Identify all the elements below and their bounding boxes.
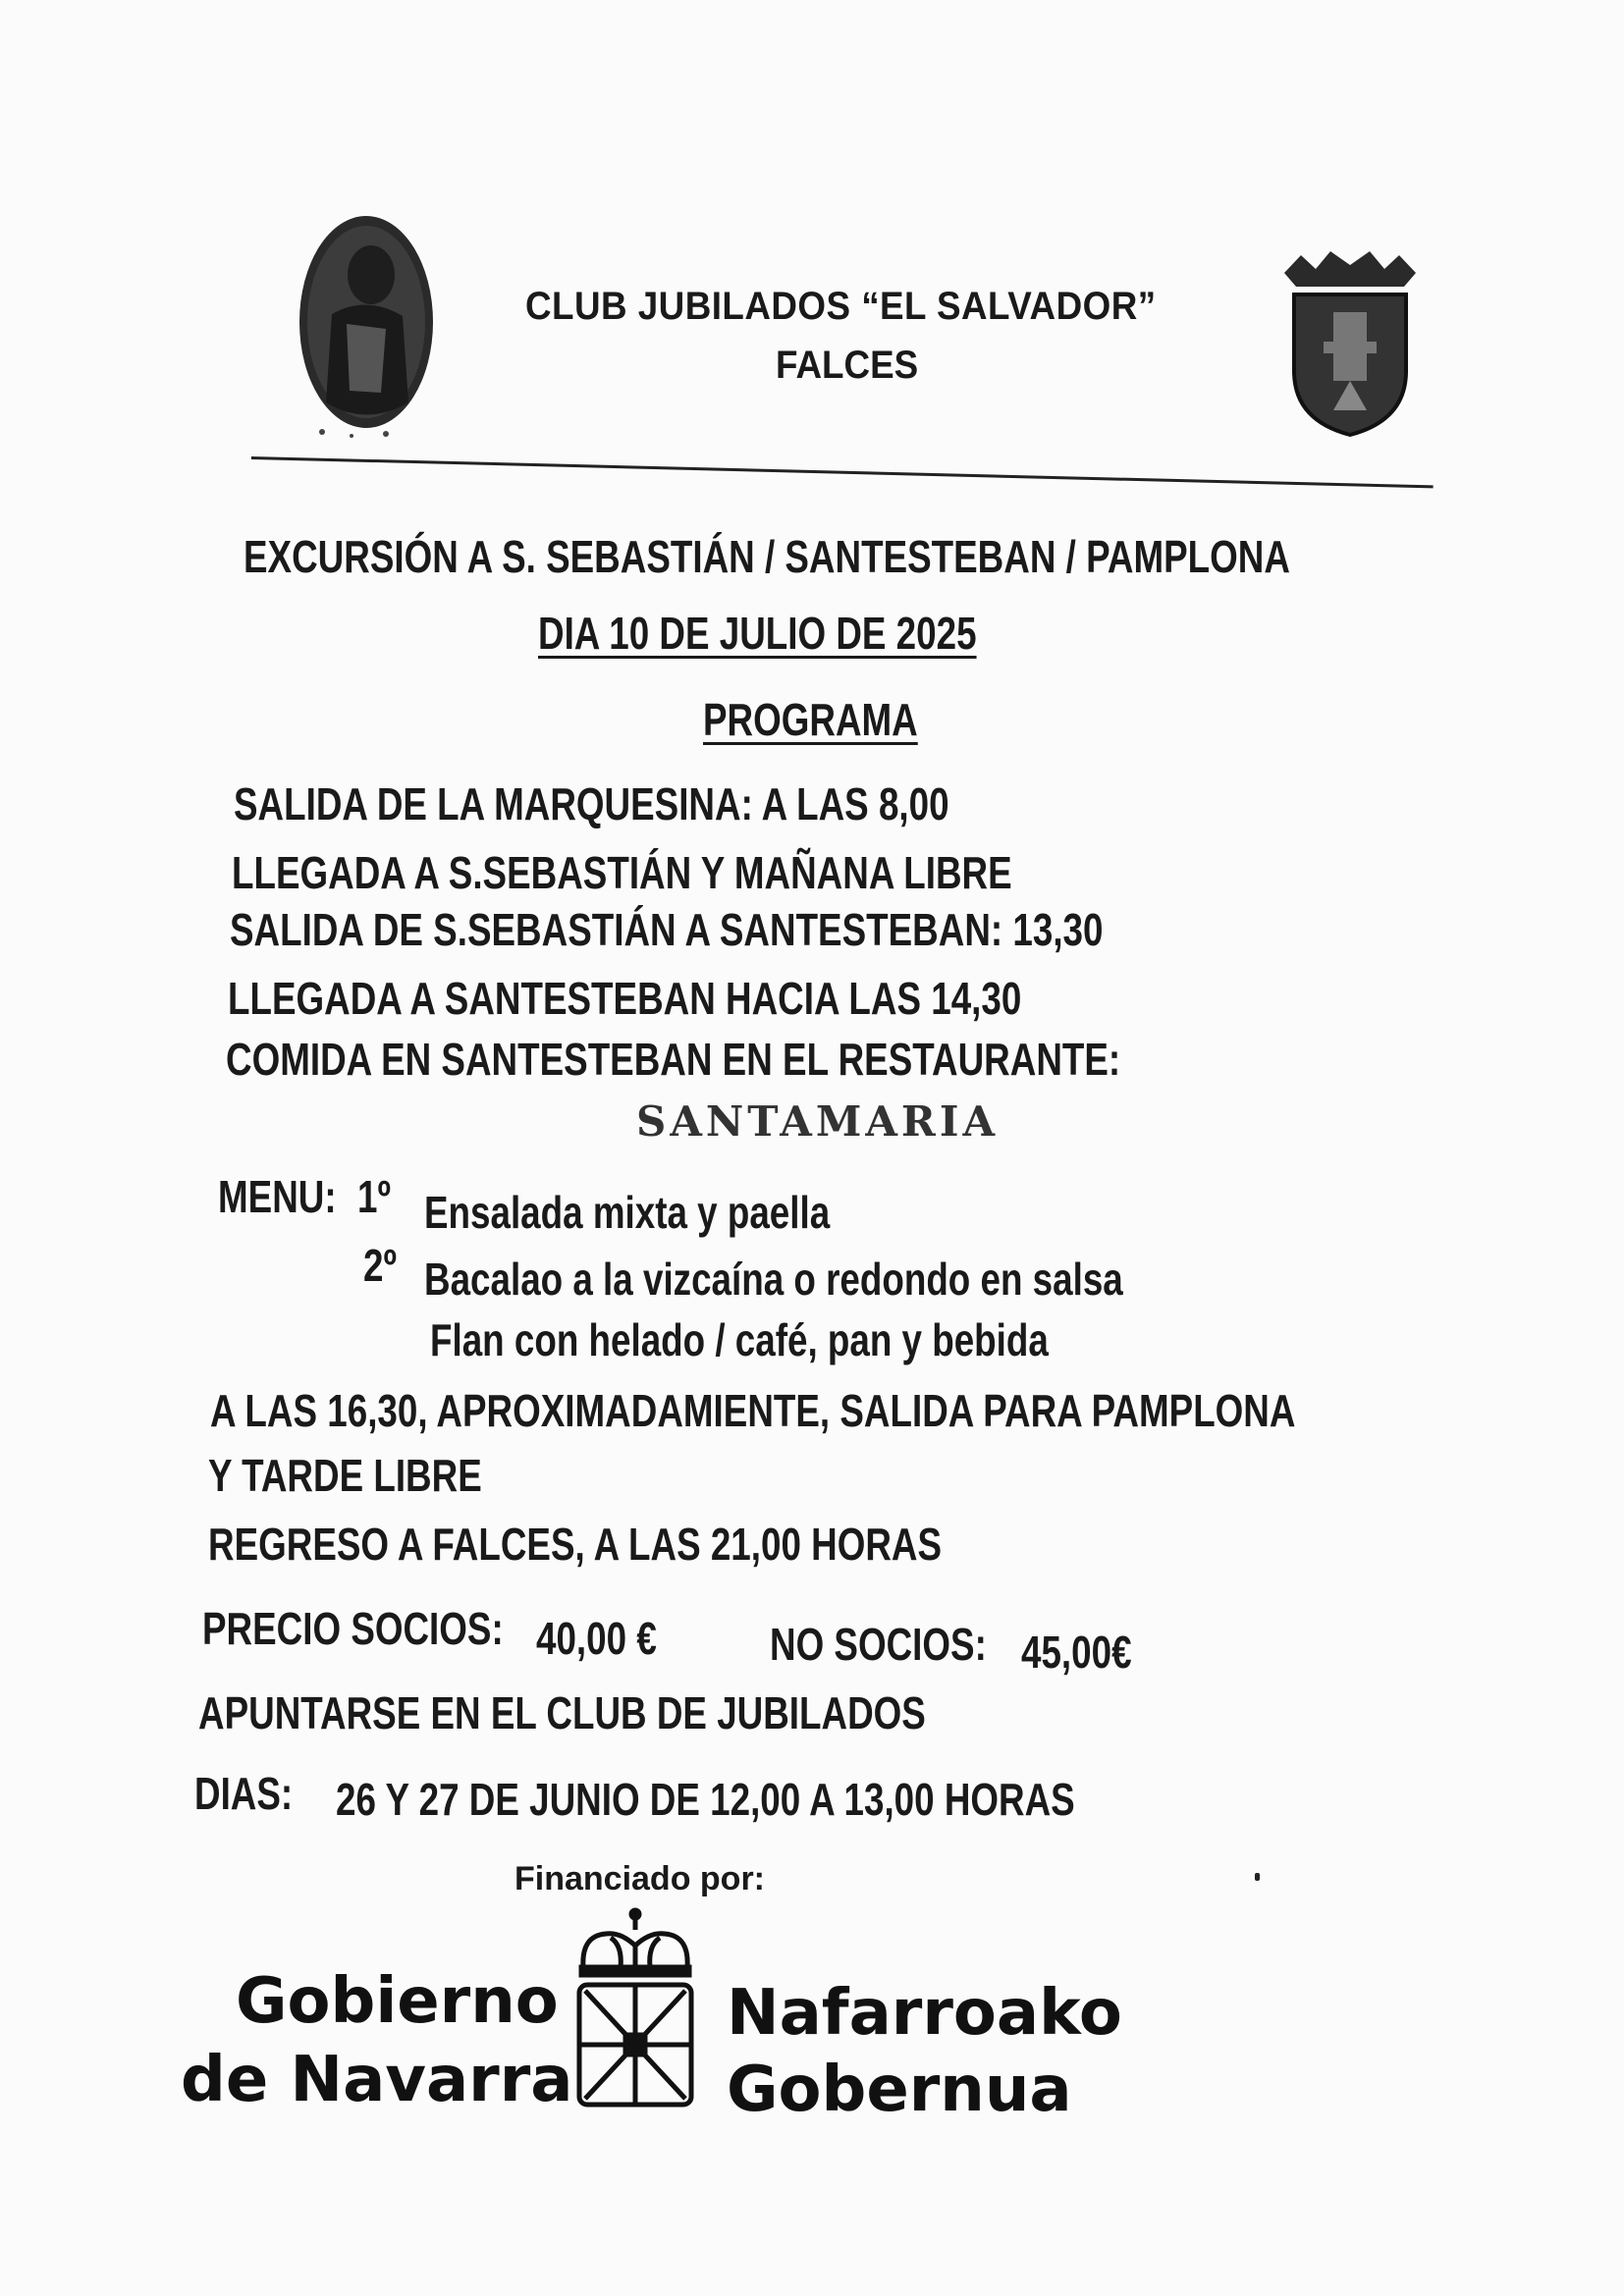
falces-coat-of-arms bbox=[1276, 243, 1424, 440]
afternoon-line-3: REGRESO A FALCES, A LAS 21,00 HORAS bbox=[208, 1519, 943, 1570]
restaurant-name: SANTAMARIA bbox=[636, 1097, 1000, 1146]
event-date: DIA 10 DE JULIO DE 2025 bbox=[538, 608, 977, 659]
program-line-4: LLEGADA A SANTESTEBAN HACIA LAS 14,30 bbox=[228, 973, 1022, 1024]
navarra-crown-chains-icon bbox=[571, 1906, 699, 2112]
price-members-label: PRECIO SOCIOS: bbox=[202, 1603, 504, 1654]
club-town: FALCES bbox=[776, 344, 919, 387]
afternoon-line-2: Y TARDE LIBRE bbox=[208, 1450, 482, 1501]
program-line-5: COMIDA EN SANTESTEBAN EN EL RESTAURANTE: bbox=[226, 1034, 1121, 1085]
menu-label: MENU: bbox=[218, 1171, 337, 1222]
afternoon-line-1: A LAS 16,30, APROXIMADAMIENTE, SALIDA PARA PAMPLONA bbox=[210, 1385, 1296, 1436]
signup-days-label: DIAS: bbox=[194, 1768, 294, 1819]
nafarroako-line-2: Gobernua bbox=[727, 2054, 1072, 2126]
price-nonmembers-value: 45,00€ bbox=[1021, 1627, 1132, 1678]
funded-by-label: Financiado por: bbox=[514, 1860, 765, 1897]
menu-second-course: Bacalao a la vizcaína o redondo en salsa bbox=[424, 1254, 1123, 1305]
nafarroako-line-1: Nafarroako bbox=[727, 1977, 1122, 2050]
header-divider bbox=[251, 456, 1434, 488]
program-line-3: SALIDA DE S.SEBASTIÁN A SANTESTEBAN: 13,30 bbox=[230, 904, 1104, 955]
program-line-1: SALIDA DE LA MARQUESINA: A LAS 8,00 bbox=[234, 778, 949, 829]
menu-first-course: Ensalada mixta y paella bbox=[424, 1187, 831, 1238]
price-members-value: 40,00 € bbox=[536, 1613, 657, 1664]
price-nonmembers-label: NO SOCIOS: bbox=[770, 1619, 987, 1670]
program-heading: PROGRAMA bbox=[703, 694, 918, 745]
menu-second-number: 2º bbox=[363, 1240, 397, 1291]
club-title: CLUB JUBILADOS “EL SALVADOR” bbox=[525, 285, 1157, 328]
gobierno-line-2: de Navarra bbox=[181, 2044, 573, 2116]
scan-speck bbox=[1255, 1873, 1260, 1881]
menu-first-number: 1º bbox=[357, 1171, 391, 1222]
signup-days-value: 26 Y 27 DE JUNIO DE 12,00 A 13,00 HORAS bbox=[336, 1774, 1075, 1825]
religious-figure-image bbox=[293, 206, 440, 442]
event-title: EXCURSIÓN A S. SEBASTIÁN / SANTESTEBAN / PAMPLONA bbox=[244, 531, 1290, 582]
gobierno-line-1: Gobierno bbox=[236, 1965, 559, 2038]
menu-dessert: Flan con helado / café, pan y bebida bbox=[430, 1314, 1049, 1365]
program-line-2: LLEGADA A S.SEBASTIÁN Y MAÑANA LIBRE bbox=[232, 847, 1012, 898]
signup-text: APUNTARSE EN EL CLUB DE JUBILADOS bbox=[198, 1687, 926, 1738]
